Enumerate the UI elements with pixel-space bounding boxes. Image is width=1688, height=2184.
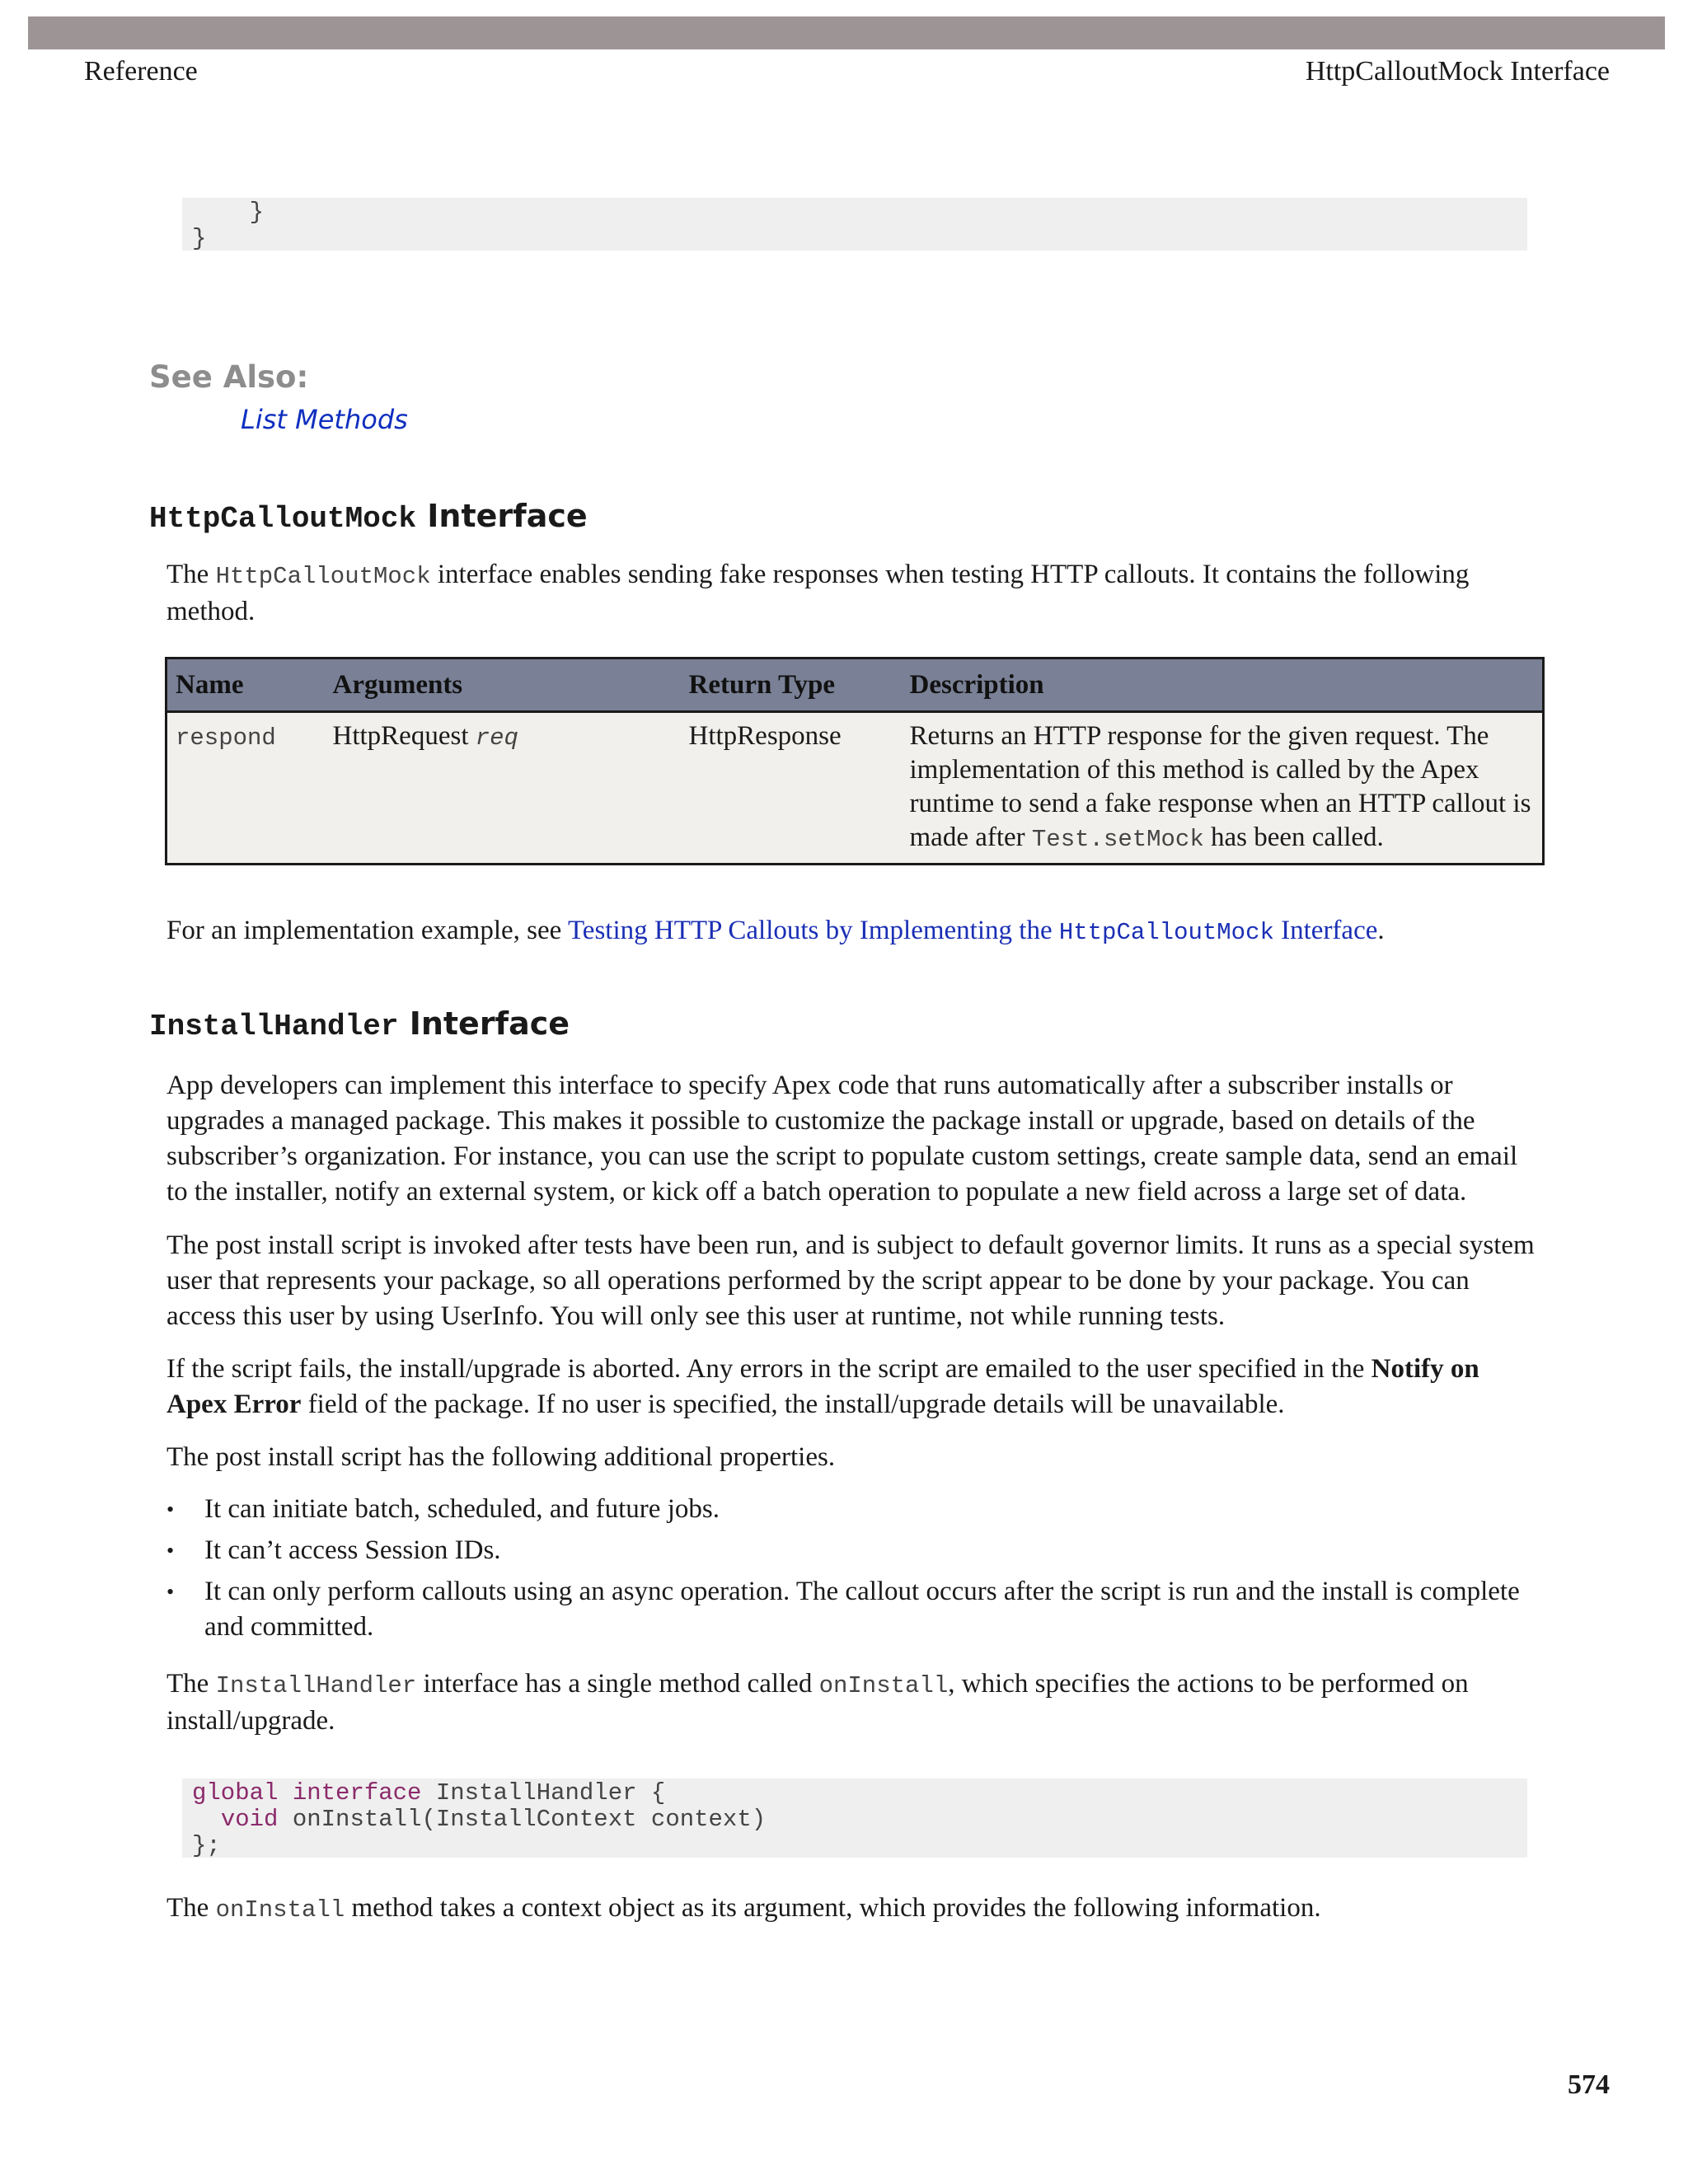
properties-list xyxy=(166,1492,1545,1651)
code-line xyxy=(192,1780,1517,1807)
text: Returns an HTTP response for the given request. The implementation of this method is called by the Apex runtime to send a fake response when an HTTP callout is made after xyxy=(909,721,1531,852)
installhandler-paragraph-3 xyxy=(166,1352,1545,1422)
text: field of the package. If no user is specified, the install/upgrade details will be unavailable. xyxy=(301,1390,1285,1419)
implementation-example xyxy=(166,913,1545,950)
code-line: }; xyxy=(192,1832,221,1859)
header-topic: HttpCalloutMock Interface xyxy=(1305,56,1610,87)
code-line: } xyxy=(192,199,265,226)
header-section: Reference xyxy=(84,56,198,87)
text: For an implementation example, see xyxy=(166,916,568,945)
installhandler-paragraph-2: The post install script is invoked after tests have been run, and is subject to default governor limits. It runs as a special system user that represents your package, so all operations performed by the script appear to be done by your package. You can access this user by using UserInfo. You will only see this user at runtime, not while running tests. xyxy=(166,1230,1535,1331)
link-code: HttpCalloutMock xyxy=(1058,919,1274,946)
link-text: Testing HTTP Callouts by Implementing the xyxy=(567,916,1059,945)
httpcalloutmock-intro xyxy=(166,557,1545,630)
inline-code: onInstall xyxy=(215,1896,345,1924)
heading-code: InstallHandler xyxy=(149,1010,399,1043)
see-also-link-list-methods[interactable]: List Methods xyxy=(241,404,408,435)
code-keyword: void xyxy=(220,1806,279,1833)
installhandler-paragraph-6 xyxy=(166,1891,1545,1928)
text: If the script fails, the install/upgrade is aborted. Any errors in the script are emailed to the user specified in the xyxy=(166,1354,1372,1384)
see-also-heading: See Also: xyxy=(149,359,309,395)
cell-name xyxy=(166,712,325,865)
arg-name: req xyxy=(475,724,518,752)
code-line xyxy=(192,1807,1517,1833)
table-header-row xyxy=(166,658,1544,712)
page-number: 574 xyxy=(1568,2069,1610,2100)
text: . xyxy=(1377,916,1385,945)
inline-code: HttpCalloutMock xyxy=(215,563,431,590)
installhandler-paragraph-1: App developers can implement this interface to specify Apex code that runs automatically after a subscriber installs or upgrades a managed package. This makes it possible to customize the package install or upgrade, based on details of the subscriber’s organization. For instance, you can use the script to populate custom settings, create sample data, send an email to the installer, notify an external system, or kick off a batch operation to populate a new field across a large set of data. xyxy=(166,1071,1518,1207)
heading-text: Interface xyxy=(409,1005,570,1042)
column-header-description: Description xyxy=(902,658,1544,712)
text: , which specifies the actions to be performed on install/upgrade. xyxy=(166,1669,1469,1736)
inline-code: Test.setMock xyxy=(1031,826,1204,853)
text: The xyxy=(166,1669,216,1699)
installhandler-paragraph-5 xyxy=(166,1666,1545,1739)
heading-text: Interface xyxy=(427,498,588,534)
column-header-name: Name xyxy=(166,658,325,712)
code-line: } xyxy=(192,225,207,252)
inline-code: onInstall xyxy=(818,1672,949,1699)
inline-code: InstallHandler xyxy=(215,1672,417,1699)
cell-description xyxy=(902,712,1544,865)
testing-http-callouts-link[interactable] xyxy=(568,916,1377,945)
header-bar xyxy=(28,16,1665,49)
code-text: InstallHandler { xyxy=(421,1779,666,1807)
code-keyword: interface xyxy=(292,1779,422,1807)
code-keyword: global xyxy=(192,1779,279,1807)
code-text: onInstall(InstallContext context) xyxy=(278,1806,767,1833)
installhandler-paragraph-4: The post install script has the following additional properties. xyxy=(166,1442,836,1472)
heading-code: HttpCalloutMock xyxy=(149,502,417,536)
method-name: respond xyxy=(176,724,276,752)
text: method takes a context object as its argument, which provides the following information. xyxy=(345,1893,1321,1923)
section-heading-installhandler xyxy=(149,1005,570,1043)
code-block-installhandler xyxy=(182,1779,1527,1858)
text: has been called. xyxy=(1203,823,1384,852)
code-block-top xyxy=(182,198,1527,251)
text: The xyxy=(166,560,216,589)
cell-return-type: HttpResponse xyxy=(681,712,902,865)
list-item: • It can’t access Session IDs. xyxy=(166,1533,1545,1568)
column-header-return-type: Return Type xyxy=(681,658,902,712)
text: interface has a single method called xyxy=(416,1669,819,1699)
link-text: Interface xyxy=(1273,916,1378,945)
section-heading-httpcalloutmock xyxy=(149,498,588,536)
table-row xyxy=(166,712,1544,865)
list-item: • It can initiate batch, scheduled, and future jobs. xyxy=(166,1492,1545,1527)
method-table xyxy=(165,657,1545,865)
arg-type: HttpRequest xyxy=(332,721,469,751)
text: The xyxy=(166,1893,216,1923)
bold-field-name: Notify on Apex Error xyxy=(166,1354,1479,1419)
list-item: • It can only perform callouts using an async operation. The callout occurs after the script is run and the install is complete and committed. xyxy=(166,1574,1545,1645)
cell-arguments xyxy=(325,712,681,865)
column-header-arguments: Arguments xyxy=(325,658,681,712)
text: interface enables sending fake responses when testing HTTP callouts. It contains the following method. xyxy=(166,560,1470,626)
